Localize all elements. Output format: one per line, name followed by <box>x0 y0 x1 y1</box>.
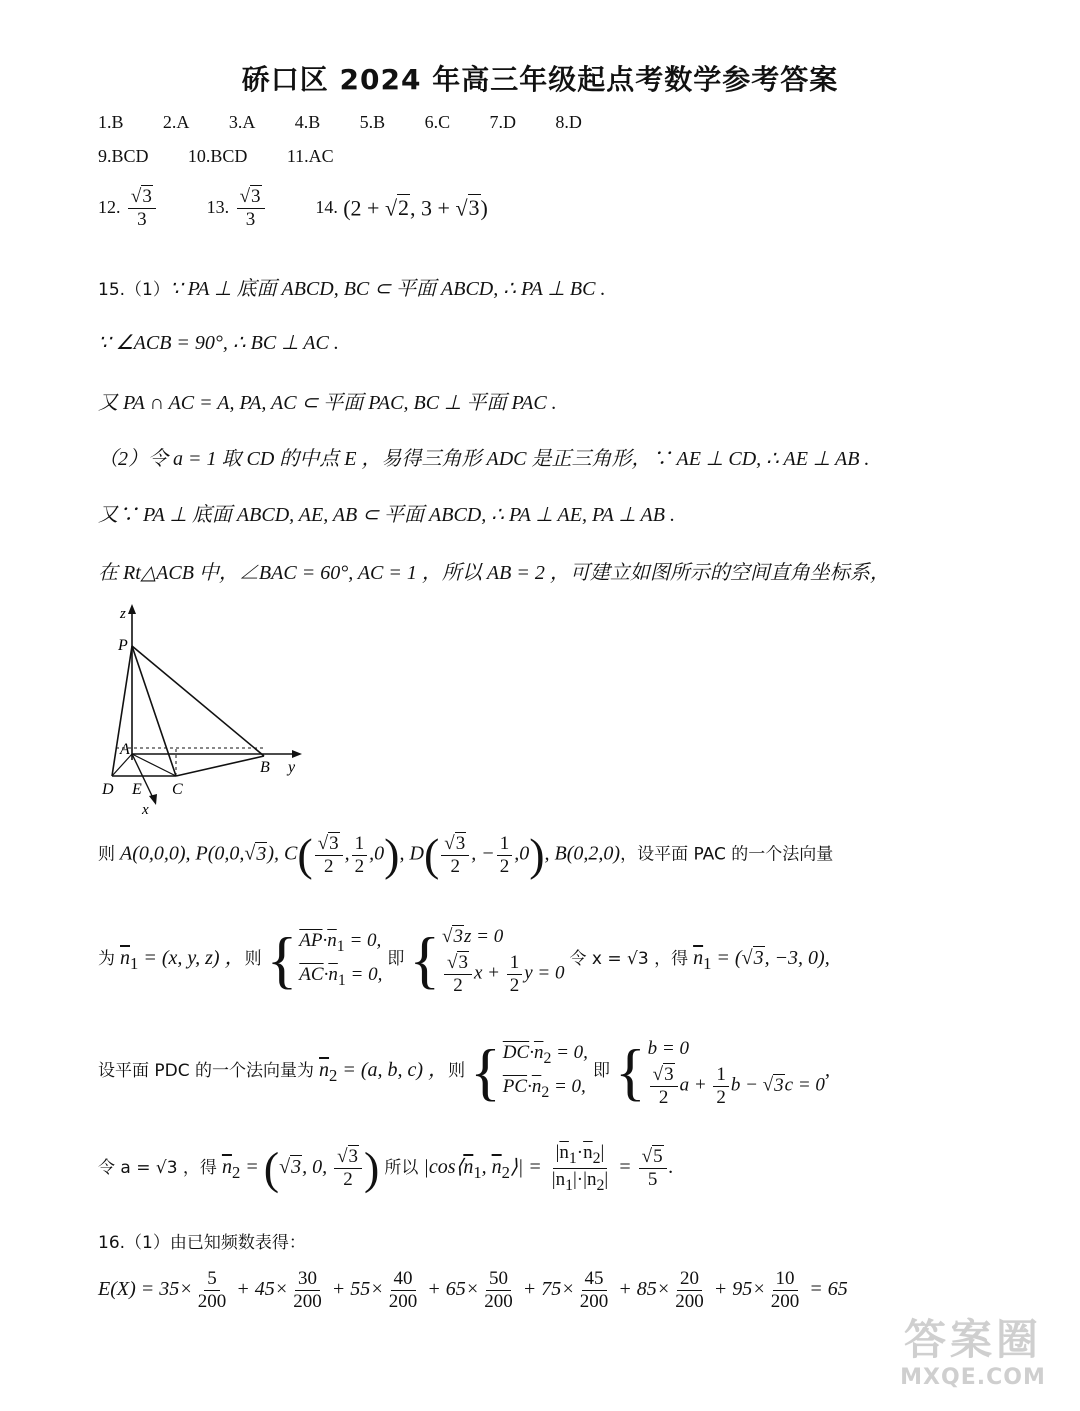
cosine-line: 令 a = √3 ，得 $\overline{n}_2 = (√3$, 0, $\frac{√3}{2}$ ) 所以 $|\cos⟨\overline{n}_1$, $\overline{n}_2⟩|$ = $\frac{|\overline{n}_1\cdot\overline{n}_2|}{|\overline{n}_1|\cdot|\overline{n}_2|}$ = $\frac{√5}{5}$ . <box>98 1142 674 1194</box>
q15-line-2: ∵ ∠ACB = 90°, ∴ BC ⊥ AC . <box>98 332 339 354</box>
term-fraction: $\frac{10}{200}$ <box>770 1268 800 1312</box>
label-A: A <box>120 741 130 758</box>
term-value: 65 <box>445 1277 466 1300</box>
answer-5: 5.B <box>359 112 386 132</box>
term-value: 55 <box>350 1277 371 1300</box>
y-arrow <box>292 750 302 758</box>
answer-4: 4.B <box>294 112 321 132</box>
expectation-term: + 95× $\frac{10}{200}$ <box>709 1278 805 1300</box>
normal-vector-2-line: 设平面 PDC 的一个法向量为 $\overline{n}_2 = (a$, b, c) ，则 { $\overline{DC}\cdot\overline{n}_2 = 0$, $\overline{PC}\cdot\overline{n}_2 = 0$, 即 { b = 0 $\frac{√3}{2}$ a + $\frac{1}{2}$ b − √3c = 0 , <box>98 1035 830 1109</box>
expectation-term: + 85× $\frac{20}{200}$ <box>613 1278 709 1300</box>
label-E: E <box>132 781 142 798</box>
expectation-term: + 75× $\frac{45}{200}$ <box>518 1278 614 1300</box>
label-B: B <box>260 759 270 776</box>
answer-9: 9.BCD <box>98 146 149 166</box>
q12-label: 12. <box>98 196 121 217</box>
term-value: 75 <box>541 1277 562 1300</box>
expectation-line: E(X) = 35× $\frac{5}{200}$ + 45× $\frac{30}{200}$ + 55× $\frac{40}{200}$ + 65× $\frac{50}{200}$ + 75× $\frac{45}{200}$ + 85× $\frac{20}{200}$ + 95× $\frac{10}{200}$ = 65 <box>98 1268 848 1312</box>
q14-label: 14. <box>315 196 338 217</box>
answer-3: 3.A <box>228 112 256 132</box>
q14-interval: (2 + √2, 3 + √3) <box>343 195 488 221</box>
term-fraction: $\frac{30}{200}$ <box>293 1268 322 1312</box>
z-arrow <box>128 604 136 614</box>
answer-10: 10.BCD <box>187 146 248 166</box>
answers-row-2 <box>98 146 368 167</box>
watermark-logo: 答案圈 MXQE.COM <box>900 1315 1046 1390</box>
expectation-term: + 55× $\frac{40}{200}$ <box>327 1278 423 1300</box>
coordinates-line: 则 A(0,0,0), P(0,0,√3), C( $\frac{√3}{2}$ , $\frac{1}{2}$ ,0), D( $\frac{√3}{2}$ , − $\frac{1}{2}$ ,0), B(0,2,0)，设平面 PAC 的一个法向量 <box>98 829 834 880</box>
answer-1: 1.B <box>98 112 124 132</box>
label-y: y <box>288 759 296 776</box>
term-fraction: $\frac{40}{200}$ <box>388 1268 418 1312</box>
label-z: z <box>120 606 126 622</box>
term-value: 85 <box>636 1277 657 1300</box>
answer-7: 7.D <box>489 112 516 132</box>
expectation-term: + 45× $\frac{30}{200}$ <box>231 1278 327 1300</box>
term-value: 95 <box>732 1277 753 1300</box>
label-P: P <box>118 637 128 654</box>
fill-answers <box>98 186 488 231</box>
q15-line-5: 又∵ PA ⊥ 底面 ABCD, AE, AB ⊂ 平面 ABCD, ∴ PA ⊥ AE, PA ⊥ AB . <box>98 504 675 526</box>
q15-line-4: （2）令 a = 1 取 CD 的中点 E ，易得三角形 ADC 是正三角形，∵ AE ⊥ CD, ∴ AE ⊥ AB . <box>98 448 870 470</box>
page-title: 硚口区 2024 年高三年级起点考数学参考答案 <box>241 63 839 96</box>
label-C: C <box>172 781 183 798</box>
term-fraction: $\frac{50}{200}$ <box>484 1268 513 1312</box>
q13-fraction: $\frac{√3}{3}$ <box>237 186 265 231</box>
edge-PC <box>132 646 176 776</box>
q15-line-1: 15.（1）∵ PA ⊥ 底面 ABCD, BC ⊂ 平面 ABCD, ∴ PA ⊥ BC . <box>98 278 606 300</box>
term-fraction: $\frac{20}{200}$ <box>675 1268 704 1312</box>
edge-PB <box>132 646 264 756</box>
expectation-term: + 65× $\frac{50}{200}$ <box>422 1278 518 1300</box>
label-x: x <box>142 802 149 818</box>
answer-2: 2.A <box>162 112 190 132</box>
expectation-term: 35× $\frac{5}{200}$ <box>159 1278 231 1300</box>
answer-8: 8.D <box>555 112 582 132</box>
edge-CB <box>176 756 264 776</box>
q13-label: 13. <box>206 196 230 217</box>
term-value: 35 <box>159 1277 180 1300</box>
normal-vector-1-line: 为 $\overline{n}_1 = (x$, y, z) ，则 { $\overline{AP}\cdot\overline{n}_1 = 0$, $\overline{AC}\cdot\overline{n}_1 = 0$, 即 { √3z = 0 $\frac{√3}{2}$ x + $\frac{1}{2}$ y = 0 令 x = √3 ，得 $\overline{n}_1 = (√3$, −3, 0), <box>98 923 830 997</box>
q15-line-6: 在 Rt△ACB 中，∠BAC = 60°, AC = 1 ，所以 AB = 2 ，可建立如图所示的空间直角坐标系， <box>98 562 890 584</box>
answer-6: 6.C <box>424 112 451 132</box>
term-value: 45 <box>254 1277 275 1300</box>
x-arrow <box>149 794 157 805</box>
term-fraction: $\frac{45}{200}$ <box>579 1268 609 1312</box>
label-D: D <box>102 781 114 798</box>
answers-row-1 <box>98 112 616 133</box>
answer-11: 11.AC <box>286 146 334 166</box>
coordinate-figure <box>96 600 316 820</box>
q15-line-3: 又 PA ∩ AC = A, PA, AC ⊂ 平面 PAC, BC ⊥ 平面 PAC . <box>98 392 557 414</box>
q16-label: 16.（1）由已知频数表得： <box>98 1233 306 1253</box>
term-fraction: $\frac{5}{200}$ <box>197 1268 227 1312</box>
q12-fraction: $\frac{√3}{3}$ <box>128 186 156 231</box>
